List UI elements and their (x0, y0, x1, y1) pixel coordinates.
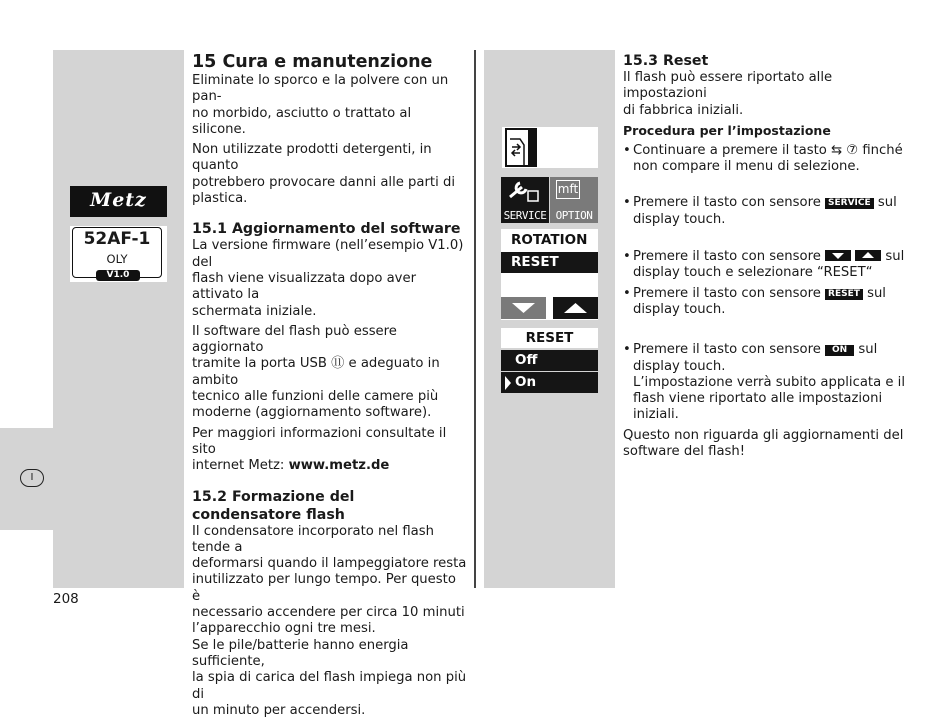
reset-option-off-label: Off (515, 352, 538, 368)
firmware-badge: V1.0 (96, 270, 140, 281)
website-link[interactable]: www.metz.de (288, 458, 390, 474)
paragraph: Il flash può essere riportato alle impostazioni di fabbrica iniziali. (623, 70, 833, 118)
paragraph: Il software del flash può essere aggiornato tramite la porta USB ⑪ e adeguato in ambito tecnico alle funzioni delle camere più moderne (aggiornamento software). (192, 323, 440, 421)
section-title: 15.1 Aggiornamento del software (192, 221, 461, 238)
paragraph: La versione firmware (nell’esempio V1.0) del flash viene visualizzata dopo aver attivato la schermata iniziale. (192, 238, 464, 319)
selection-cursor-icon (504, 376, 512, 390)
step-text: Premere il tasto con sensore (633, 285, 826, 301)
reset-title-label: RESET (525, 330, 574, 346)
step-text: Premere il tasto con sensore (633, 342, 826, 358)
paragraph: Questo non riguarda gli aggiornamenti del software del flash! (623, 427, 904, 460)
option-label: OPTION (555, 209, 593, 222)
right-text-column (623, 52, 913, 460)
reset-key-icon: RESET (825, 289, 863, 300)
model-name: 52AF-1 (83, 229, 151, 249)
rotation-icon (502, 127, 542, 168)
left-text-column (192, 52, 467, 719)
step-text: sul display touch. L’impostazione verrà subito applicata e il flash viene riportato alle impostazioni iniziali. (633, 342, 905, 423)
step-text: sul display touch. (633, 285, 886, 317)
brand-logo-text: Metz (90, 189, 147, 211)
menu-item-reset-label: RESET (511, 254, 559, 270)
paragraph: Il condensatore incorporato nel flash tende a deformarsi quando il lampeggiatore resta inutilizzato per lungo tempo. Per questo è necessario accendere per circa 10 minuti l’apparecchio ogni tre mesi. Se le pile/batterie hanno energia sufficiente, la spia di carica del flash impiega non più di un minuto per accendersi. (192, 523, 467, 718)
on-key-icon: ON (825, 345, 854, 356)
service-label: SERVICE (503, 209, 547, 222)
procedure-title: Procedura per l’impostazione (623, 122, 831, 138)
arrow-up-icon (553, 297, 598, 319)
column-divider (474, 50, 476, 588)
step-text: Premere il tasto con sensore (633, 195, 826, 211)
wrench-icon (506, 179, 542, 205)
language-badge: I (20, 469, 44, 487)
step-text: sul display touch. (633, 195, 897, 227)
home-screen (502, 127, 598, 168)
option-icon: mft (556, 180, 580, 199)
system-label: OLY (106, 252, 128, 266)
step-2 (623, 195, 913, 228)
menu-empty-row (501, 275, 598, 295)
reset-option-on-label: On (515, 374, 537, 390)
step-5 (623, 342, 913, 423)
paragraph (192, 426, 467, 475)
brand-logo (70, 186, 167, 217)
left-gray-column (53, 50, 184, 588)
page-title: 15 Cura e manutenzione (192, 52, 433, 72)
scroll-up-button[interactable] (553, 297, 598, 319)
step-3 (623, 249, 913, 282)
paragraph: Non utilizzate prodotti detergenti, in quanto potrebbero provocare danni alle parti di plastica. (192, 142, 455, 207)
section-title: 15.3 Reset (623, 53, 709, 69)
step-1: • Continuare a premere il tasto ⇆ ⑦ finché non compare il menu di selezione. (623, 143, 913, 176)
arrow-down-icon (501, 297, 546, 319)
menu-item-reset[interactable] (501, 252, 598, 273)
paragraph: Eliminate lo sporco e la polvere con un pan- no morbido, asciutto o trattato al silicone. (192, 73, 449, 137)
reset-option-off[interactable] (501, 350, 598, 371)
device-display (70, 226, 167, 282)
arrow-up-key-icon (855, 250, 881, 261)
reset-screen-title (501, 328, 598, 348)
paragraph-text: Per maggiori informazioni consultate il sito internet Metz: (192, 425, 447, 474)
step-text: sul display touch e selezionare “RESET“ (633, 249, 905, 281)
page-number: 208 (53, 591, 79, 607)
option-button[interactable] (550, 177, 598, 223)
service-button[interactable] (501, 177, 549, 223)
scroll-down-button[interactable] (501, 297, 546, 319)
reset-option-on[interactable] (501, 372, 598, 393)
section-title: 15.2 Formazione del condensatore flash (192, 488, 355, 523)
arrow-down-key-icon (825, 250, 851, 261)
step-4 (623, 286, 913, 319)
step-text: Premere il tasto con sensore (633, 249, 826, 265)
menu-item-rotation[interactable] (501, 230, 598, 250)
service-key-icon: SERVICE (825, 198, 874, 209)
menu-item-rotation-label: ROTATION (511, 232, 588, 248)
